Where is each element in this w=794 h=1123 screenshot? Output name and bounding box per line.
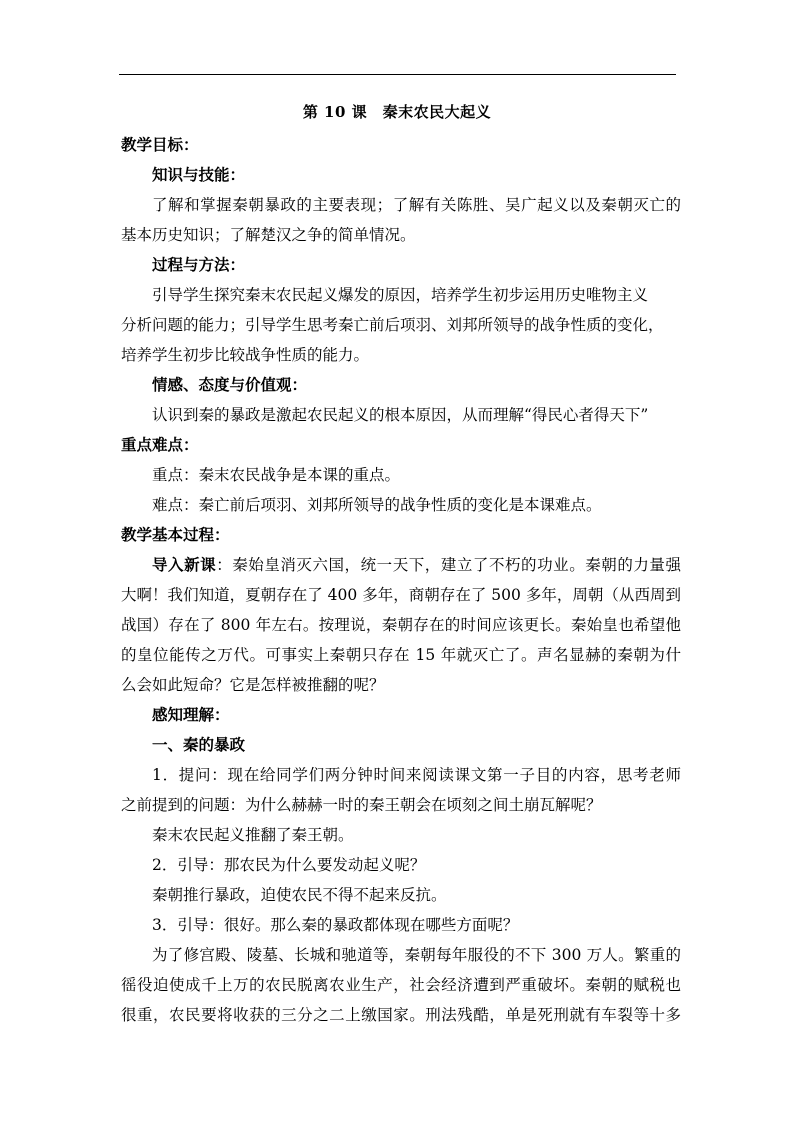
- lesson-title: 第 10 课 秦末农民大起义: [302, 103, 492, 121]
- lead-phrase: 导入新课: [152, 555, 217, 574]
- line-text: 重点难点：: [121, 435, 199, 454]
- line-text: 分析问题的能力；引导学生思考秦亡前后项羽、刘邦所领导的战争性质的变化，: [121, 316, 664, 334]
- text-line: [121, 1000, 681, 1030]
- line-text: 基本历史知识；了解楚汉之争的简单情况。: [121, 226, 416, 244]
- section-heading: [121, 370, 681, 400]
- line-text: 情感、态度与价值观：: [152, 375, 308, 394]
- line-text: 秦末农民起义推翻了秦王朝。: [152, 826, 354, 844]
- line-text: 一、秦的暴政: [152, 735, 246, 754]
- line-text: 重点：秦末农民战争是本课的重点。: [152, 466, 401, 484]
- section-heading: [121, 430, 681, 460]
- text-line: [121, 490, 681, 520]
- line-text: 大啊！我们知道，夏朝存在了 400 多年，商朝存在了 500 多年，周朝（从西周到: [121, 586, 681, 604]
- text-line: [121, 580, 681, 610]
- header-rule: [119, 74, 676, 75]
- text-line: [121, 790, 681, 820]
- text-line: [121, 310, 681, 340]
- line-text: 培养学生初步比较战争性质的能力。: [121, 346, 370, 364]
- text-line: [121, 880, 681, 910]
- text-line: [121, 550, 681, 580]
- line-text: 难点：秦亡前后项羽、刘邦所领导的战争性质的变化是本课难点。: [152, 496, 602, 514]
- line-text: 知识与技能：: [152, 165, 246, 184]
- line-text: 很重，农民要将收获的三分之二上缴国家。刑法残酷，单是死刑就有车裂等十多: [121, 1006, 681, 1024]
- line-text: 的皇位能传之万代。可事实上秦朝只存在 15 年就灭亡了。声名显赫的秦朝为什: [121, 646, 681, 664]
- section-heading: [121, 160, 681, 190]
- text-line: [121, 190, 681, 220]
- lesson-body: [121, 130, 681, 1030]
- text-line: [121, 670, 681, 700]
- line-text: 3．引导：很好。那么秦的暴政都体现在哪些方面呢？: [152, 916, 519, 934]
- section-heading: [121, 700, 681, 730]
- line-text: 么会如此短命？它是怎样被推翻的呢？: [121, 676, 385, 694]
- section-heading: [121, 520, 681, 550]
- text-line: [121, 850, 681, 880]
- text-line: [121, 460, 681, 490]
- line-text: 认识到秦的暴政是激起农民起义的根本原因，从而理解“得民心者得天下”: [152, 406, 649, 424]
- line-text: 秦朝推行暴政，迫使农民不得不起来反抗。: [152, 886, 447, 904]
- line-text: 过程与方法：: [152, 255, 246, 274]
- line-text: 教学目标：: [121, 135, 199, 154]
- text-line: [121, 910, 681, 940]
- text-line: [121, 280, 681, 310]
- line-text: 之前提到的问题：为什么赫赫一时的秦王朝会在顷刻之间土崩瓦解呢？: [121, 796, 602, 814]
- line-text: 感知理解：: [152, 705, 230, 724]
- line-text: 1．提问：现在给同学们两分钟时间来阅读课文第一子目的内容，思考老师: [152, 766, 681, 784]
- line-text: 引导学生探究秦末农民起义爆发的原因，培养学生初步运用历史唯物主义: [152, 286, 649, 304]
- text-line: [121, 340, 681, 370]
- text-line: [121, 220, 681, 250]
- line-text: 为了修宫殿、陵墓、长城和驰道等，秦朝每年服役的不下 300 万人。繁重的: [152, 946, 681, 964]
- text-line: [121, 940, 681, 970]
- line-text: 战国）存在了 800 年左右。按理说，秦朝存在的时间应该更长。秦始皇也希望他: [121, 616, 681, 634]
- text-line: [121, 820, 681, 850]
- line-text: 教学基本过程：: [121, 525, 230, 544]
- text-line: [121, 760, 681, 790]
- text-line: [121, 610, 681, 640]
- line-text: 2．引导：那农民为什么要发动起义呢？: [152, 856, 426, 874]
- section-heading: [121, 130, 681, 160]
- section-heading: [121, 730, 681, 760]
- section-heading: [121, 250, 681, 280]
- line-text: 了解和掌握秦朝暴政的主要表现；了解有关陈胜、吴广起义以及秦朝灭亡的: [152, 196, 681, 214]
- line-text: ：秦始皇消灭六国，统一天下，建立了不朽的功业。秦朝的力量强: [216, 556, 681, 574]
- text-line: [121, 970, 681, 1000]
- line-text: 徭役迫使成千上万的农民脱离农业生产，社会经济遭到严重破坏。秦朝的赋税也: [121, 976, 681, 994]
- text-line: [121, 400, 681, 430]
- text-line: [121, 640, 681, 670]
